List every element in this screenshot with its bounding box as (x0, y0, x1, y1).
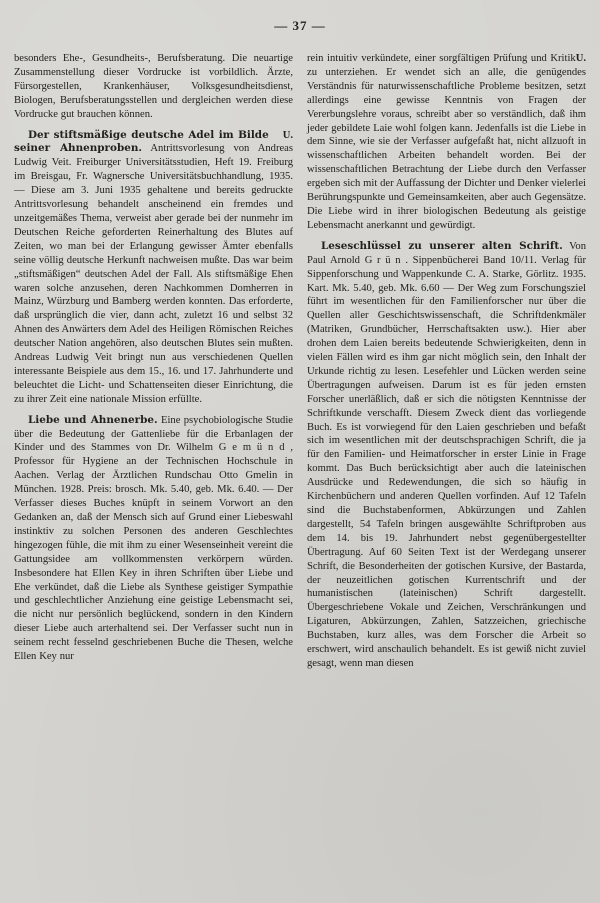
review-text: Antrittsvorlesung von Andreas Ludwig Veit. Freiburger Universitätsstudien, Heft 19. Freiburg im Breisgau, Fr. Wagnersche Universitätsbuchhandlung, 1935. — Diese am 3. Juni 1935 gehaltene und bereits gedruckte Antrittsvorlesung behandelt anscheinend ein fremdes und unzeitgemäßes Thema, verweist aber gerade bei der nunmehr im Deutschen Reiche geforderten Reinerhaltung des Blutes auf Zeiten, wo man bei der Erlangung gewisser Ämter ebenfalls seine völlig deutsche Herkunft nachweisen mußte. Das war beim „stiftsmäßigen“ deutschen Adel der Fall. Als stiftsmäßige Ehen waren solche anzusehen, deren Nachkommen Domherren in Mainz, Würzburg und Bamberg werden konnten. Das erforderte, daß ursprünglich die vier, dann acht, zuletzt 16 und selbst 32 Ahnen des Anwärters dem Adel des Heiligen Römischen Reiches deutscher Nation angehören, also deutschen Blutes sein mußten. Andreas Ludwig Veit bringt nun aus verschiedenen Quellen interessante Beispiele aus dem 15., 16. und 17. Jahrhunderte und beleuchtet die Licht- und Schattenseiten dieser Einrichtung, die zu ihrer Zeit eine nationale Mission erfüllte. (14, 143, 294, 405)
right-column (307, 52, 586, 678)
review-leseschluessel (307, 240, 586, 671)
paragraph-continuation (14, 52, 293, 122)
left-column (14, 52, 293, 678)
paragraph-text: besonders Ehe-, Gesundheits-, Berufsberatung. Die neuartige Zusammenstellung dieser Vordrucke ist vorbildlich. Ärzte, Fürsorgestellen, Krankenhäuser, Volksgesundheitsdienst, Biologen, Berufsberatungsstellen und dergleichen werden diese Vordrucke gut brauchen können. (14, 53, 293, 120)
review-text: Von Paul Arnold G r ü n . Sippenbücherei Band 10/11. Verlag für Sippenforschung und Wappenkunde C. A. Starke, Görlitz. 1935. Kart. Mk. 5.40, geb. Mk. 6.60 — Der Weg zum Forschungsziel führt im wesentlichen für den Familienforscher nur über die Quellen aller Geschichtswissenschaft, die Schriftdenkmäler (Matriken, Grundbücher, Herrschaftsakten usw.). Hier aber drohen dem Laien bereits bedeutende Schwierigkeiten, denn in vielen Fällen wird es ihm gar nicht möglich sein, den Inhalt der Urkunde richtig zu lesen. Lesefehler und Lücken werden seine Übertragungen aufweisen. Darum ist es für jeden ernsten Forscher unerläßlich, daß er sich die nötigsten Kenntnisse der Schriftkunde verschafft. Diesem Zweck dient das vorliegende Buch. Es ist vorwiegend für den Laien geschrieben und befaßt sich im wesentlichen mit der deutschsprachigen Schrift, die ja für den Familien- und Heimatforscher in erster Linie in Frage kommt. Das Buch berücksichtigt aber auch die lateinischen Ausdrücke und Redewendungen, die sich so häufig in Kirchenbüchern und anderen Quellen vorfinden. Auf 12 Tafeln sind die Buchstabenformen, Abkürzungen und Zahlen dargestellt, 54 Tafeln bringen ausgewählte Schriftproben aus dem 14. bis 19. Jahrhundert nebst gegenübergestellter Übertragung. Auf 60 Seiten Text ist der Werdegang unserer Schrift, die Besonderheiten der gotischen Kursive, der Bastarda, der neuzeitlichen gotischen Kurrentschrift und der humanistischen (lateinischen) Schrift dargestellt. Übergeschriebene Vokale und Zeichen, Verschränkungen und Ligaturen, Abkürzungen, Zahlen, Satzzeichen, griechische Buchstaben, kurz alles, was dem Forscher die Arbeit so erschwert, wird anschaulich behandelt. Es ist gewiß nicht zuviel gesagt, wenn man diesen (307, 240, 586, 669)
review-liebe-ahnenerbe (14, 414, 293, 664)
review-text: Eine psychobiologische Studie über die Bedeutung der Gattenliebe für die Erbanlagen der Kinder und des Stammes von Dr. Wilhelm G e m ü n d , Professor für Hygiene an der Technischen Hochschule in Aachen. Verlag der Ärztlichen Rundschau Otto Gmelin in München. 1928. Preis: brosch. Mk. 5.40, geb. Mk. 6.40. — Der Verfasser dieses Buches knüpft in seinem Vorwort an den Gedanken an, daß der Mensch sich auf Grund einer Liebeswahl instinktiv zu solchen Personen des anderen Geschlechtes hingezogen fühle, die mit ihm zu einer Wesenseinheit vereint die Gattungsidee am vollkommensten verkörpern würden. Insbesondere hat Ellen Key in ihren Schriften über Liebe und Ehe verkündet, daß die Liebe als Synthese geistiger Sympathie und geschlechtlicher Anziehung eine geistige Lebensmacht sei, die nicht nur persönlich beglückend, sondern in den Kindern dieser Liebe auch arterhaltend sei. Der Verfasser sucht nun in seinem recht fesselnd geschriebenen Buche die Thesen, welche Ellen Key nur (14, 414, 293, 663)
review-heading: Leseschlüssel zu unserer alten Schrift. (321, 239, 563, 252)
review-heading: Liebe und Ahnenerbe. (28, 413, 158, 426)
review-heading: Der stiftsmäßige deutsche Adel im Bilde seiner Ahnenproben. (14, 128, 269, 155)
paragraph-continuation (307, 52, 586, 233)
two-column-layout (14, 52, 586, 678)
review-signature: U. (282, 129, 293, 141)
review-signature: U. (575, 53, 586, 64)
page-number: — 37 — (274, 18, 326, 33)
paragraph-text: rein intuitiv verkündete, einer sorgfältigen Prüfung und Kritik zu unterziehen. Er wendet sich an alle, die genügendes Verständnis für naturwissenschaftliche Probleme besitzen, setzt allerdings eine gewisse Kenntnis von Fragen der Vererbungslehre voraus, schreibt aber so verständlich, daß ihm jeder gebildete Laie wohl folgen kann. Jedenfalls ist die Liebe in dem Sinne, wie sie der Verfasser aufgefaßt hat, nicht allzuoft in wissenschaftlichen Arbeiten behandelt worden. Bei der wissenschaftlichen Betrachtung der Liebe durch den Verfasser ergeben sich mit der Auffassung der Dichter und Denker vielerlei Berührungspunkte und Gemeinsamkeiten, aber auch Gegensätze. Die Liebe wird in ihrer biologischen Bedeutung als geistige Lebensmacht anerkannt und gewürdigt. (307, 53, 586, 231)
review-adel-ahnenproben (14, 129, 293, 407)
